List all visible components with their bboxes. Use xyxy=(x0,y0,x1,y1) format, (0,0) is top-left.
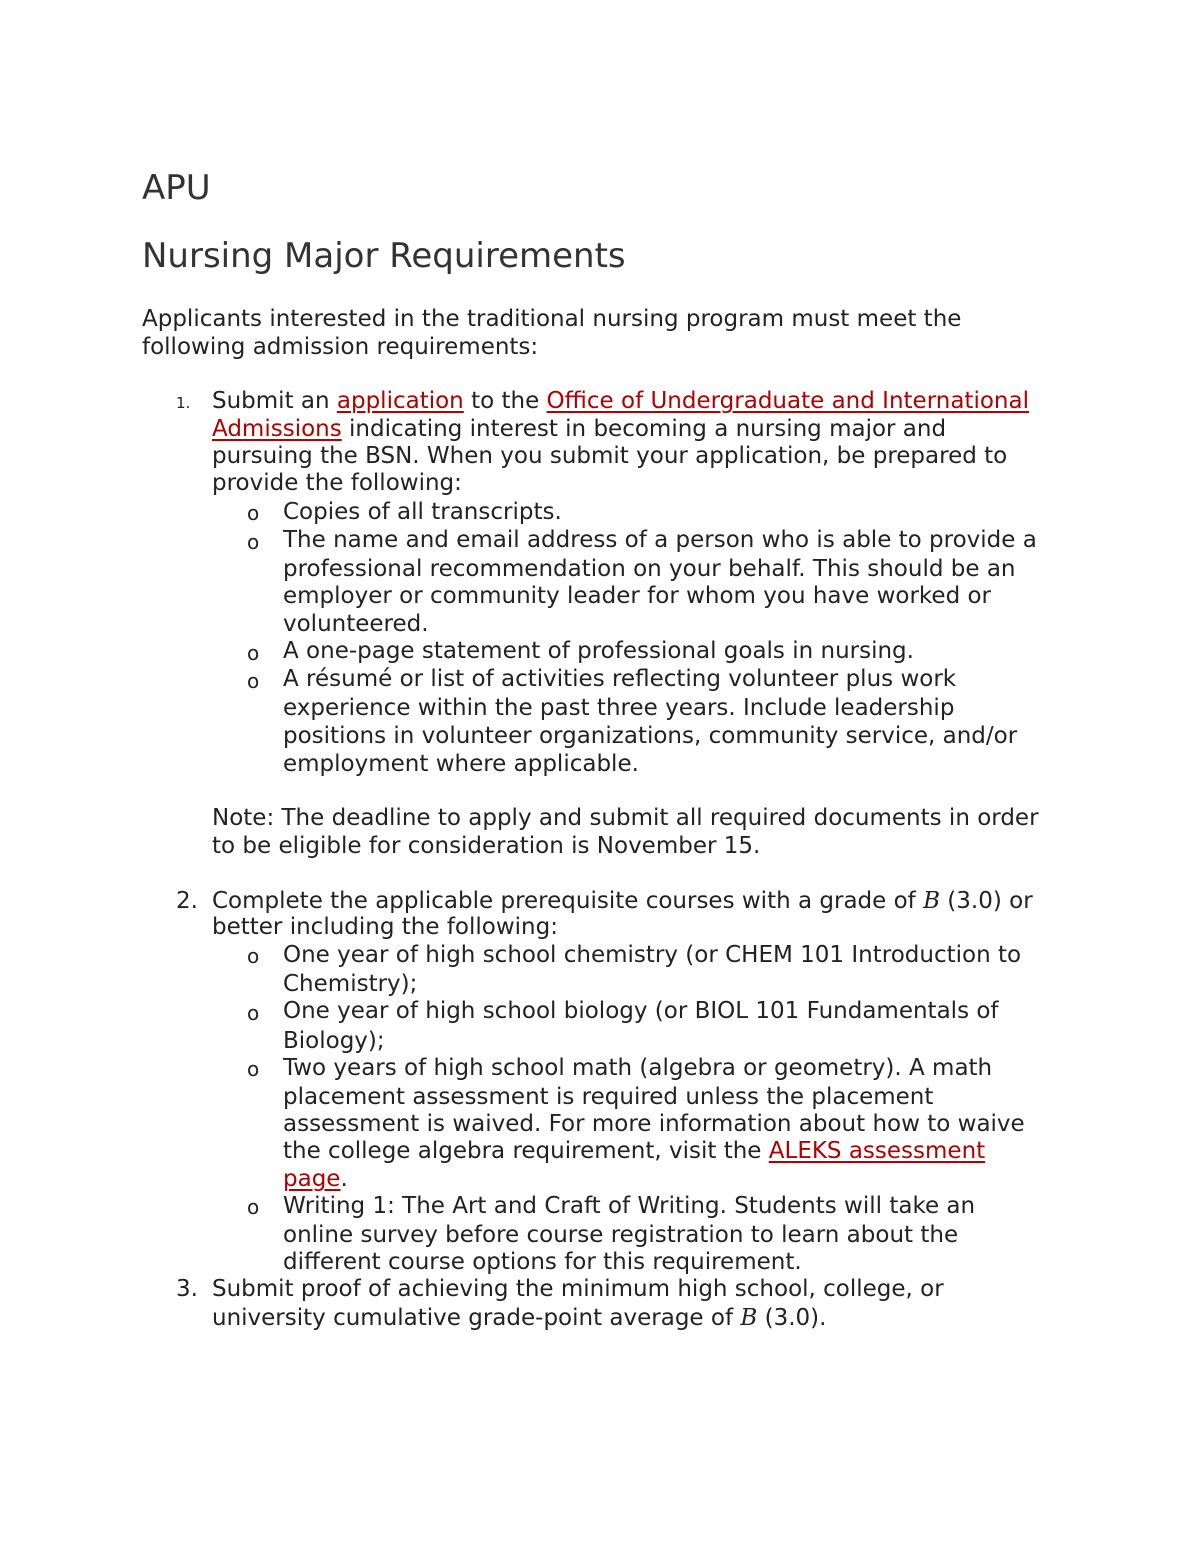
bullet-recommendation-line-4: volunteered. xyxy=(283,611,429,637)
bullet-math-line-5 xyxy=(283,1165,348,1193)
bullet-writing-line-2: online survey before course registration to learn about the xyxy=(283,1222,959,1248)
bullet-marker: o xyxy=(247,669,260,693)
application-link[interactable]: application xyxy=(336,388,464,414)
bullet-resume-line-2: experience within the past three years. Include leadership xyxy=(283,695,955,721)
bullet-math-line-1: Two years of high school math (algebra or geometry). A math xyxy=(283,1055,993,1081)
item-1-text-a: Submit an xyxy=(212,388,337,414)
bullet-marker: o xyxy=(247,501,260,525)
bullet-resume-line-1: A résumé or list of activities reflecting volunteer plus work xyxy=(283,666,957,692)
bullet-biology-line-2: Biology); xyxy=(283,1028,385,1054)
bullet-marker: o xyxy=(247,530,260,554)
math-line-4-text: the college algebra requirement, visit the xyxy=(283,1138,769,1164)
item-1-line-1 xyxy=(212,387,1029,415)
bullet-biology-line-1: One year of high school biology (or BIOL 101 Fundamentals of xyxy=(283,998,999,1024)
bullet-resume-line-3: positions in volunteer organizations, community service, and/or xyxy=(283,723,1018,749)
bullet-marker: o xyxy=(247,944,260,968)
bullet-chemistry-line-1: One year of high school chemistry (or CHEM 101 Introduction to xyxy=(283,942,1022,968)
bullet-chemistry-line-2: Chemistry); xyxy=(283,971,418,997)
admissions-office-link-cont[interactable]: Admissions xyxy=(212,416,342,442)
bullet-math-line-3: assessment is waived. For more information about how to waive xyxy=(283,1111,1025,1137)
item-1-text-c: indicating interest in becoming a nursing major and xyxy=(341,416,947,442)
document-subtitle: Nursing Major Requirements xyxy=(142,236,626,276)
item-3-line-2 xyxy=(212,1304,826,1332)
bullet-math-line-4 xyxy=(283,1137,985,1165)
grade-letter: B xyxy=(923,888,940,914)
deadline-note-line-2: to be eligible for consideration is November 15. xyxy=(212,833,761,859)
math-line-5-end: . xyxy=(340,1166,348,1192)
item-2-number: 2. xyxy=(176,888,198,914)
item-2-text-a: Complete the applicable prerequisite courses with a grade of xyxy=(212,888,924,914)
item-1-line-3: pursuing the BSN. When you submit your application, be prepared to xyxy=(212,443,1008,469)
bullet-marker: o xyxy=(247,1057,260,1081)
item-3-number: 3. xyxy=(176,1276,198,1302)
grade-letter: B xyxy=(740,1305,758,1331)
bullet-transcripts: Copies of all transcripts. xyxy=(283,499,562,525)
intro-text: Applicants interested in the traditional nursing program must meet the following admission requirements: xyxy=(142,306,962,360)
item-3-text-a: university cumulative grade-point average of xyxy=(212,1305,741,1331)
bullet-writing-line-3: different course options for this requirement. xyxy=(283,1249,802,1275)
bullet-marker: o xyxy=(247,1195,260,1219)
bullet-math-line-2: placement assessment is required unless the placement xyxy=(283,1084,934,1110)
item-3-text-b: (3.0). xyxy=(757,1305,827,1331)
item-2-line-2: better including the following: xyxy=(212,914,558,940)
bullet-marker: o xyxy=(247,1001,260,1025)
bullet-statement: A one-page statement of professional goals in nursing. xyxy=(283,638,914,664)
aleks-assessment-link-cont[interactable]: page xyxy=(283,1166,341,1192)
item-1-text-b: to the xyxy=(463,388,547,414)
item-1-number: 1. xyxy=(176,394,191,412)
bullet-recommendation-line-2: professional recommendation on your behalf. This should be an xyxy=(283,556,1016,582)
admissions-office-link[interactable]: Office of Undergraduate and International xyxy=(546,388,1029,414)
deadline-note-line-1: Note: The deadline to apply and submit all required documents in order xyxy=(212,805,1039,831)
item-3-line-1: Submit proof of achieving the minimum high school, college, or xyxy=(212,1276,944,1302)
bullet-writing-line-1: Writing 1: The Art and Craft of Writing. Students will take an xyxy=(283,1193,976,1219)
bullet-resume-line-4: employment where applicable. xyxy=(283,751,639,777)
bullet-recommendation-line-1: The name and email address of a person who is able to provide a xyxy=(283,527,1037,553)
item-1-line-4: provide the following: xyxy=(212,470,462,496)
aleks-assessment-link[interactable]: ALEKS assessment xyxy=(768,1138,986,1164)
bullet-recommendation-line-3: employer or community leader for whom you have worked or xyxy=(283,583,992,609)
intro-paragraph xyxy=(142,305,1022,361)
document-title: APU xyxy=(142,168,211,208)
item-2-text-b: (3.0) or xyxy=(940,888,1033,914)
item-1-line-2 xyxy=(212,415,946,443)
item-2-line-1 xyxy=(212,887,1033,915)
bullet-marker: o xyxy=(247,641,260,665)
